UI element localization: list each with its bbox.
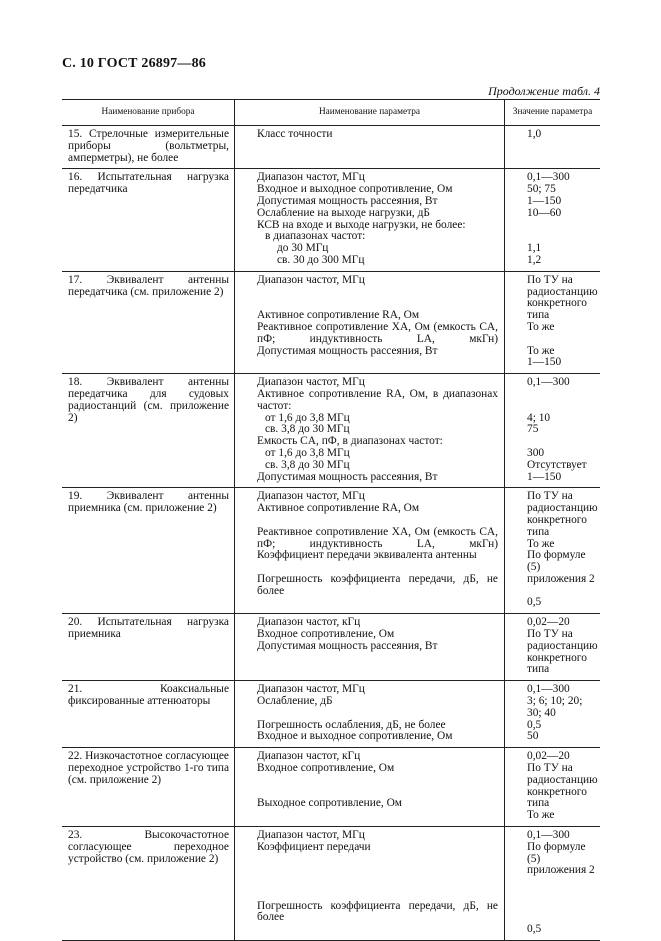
parameter: Допустимая мощность рассеяния, Вт — [257, 344, 438, 357]
parameter: Диапазон частот, МГц — [257, 683, 365, 696]
parameter-list — [234, 614, 504, 680]
parameter: Допустимая мощность рассеяния, Вт — [257, 470, 438, 483]
parameter: Ослабление, дБ — [257, 695, 333, 708]
value: То же — [527, 809, 555, 822]
table-row — [62, 374, 600, 488]
table-row — [62, 614, 600, 681]
parameter-list — [234, 827, 504, 940]
table-row — [62, 681, 600, 748]
value-list — [504, 272, 600, 373]
table-row — [62, 272, 600, 374]
table-row — [62, 488, 600, 614]
value: 50 — [527, 730, 539, 743]
parameter: от 1,6 до 3,8 МГц — [265, 446, 350, 459]
parameter: Входное сопротивление, Ом — [257, 762, 395, 775]
parameter: Диапазон частот, МГц — [257, 376, 365, 389]
parameter: Входное сопротивление, Ом — [257, 628, 395, 641]
parameter: Выходное сопротивление, Ом — [257, 797, 403, 810]
parameter-list — [234, 488, 504, 613]
value: По ТУ на радиостанцию конкретного типа — [527, 490, 598, 538]
parameter: Диапазон частот, МГц — [257, 490, 365, 503]
table-continuation-label: Продолжение табл. 4 — [488, 84, 600, 98]
value: 0,5 — [527, 596, 542, 609]
value: 1—150 — [527, 356, 562, 369]
parameter: Активное сопротивление RA, Ом — [257, 502, 420, 515]
device-name: 20. Испытательная нагрузка приемника — [68, 616, 229, 641]
value-list — [504, 827, 600, 940]
parameter: св. 3,8 до 30 МГц — [265, 458, 350, 471]
parameters-table — [62, 99, 600, 941]
value: 1,2 — [527, 253, 542, 266]
parameter: Коэффициент передачи — [257, 840, 371, 853]
parameter: до 30 МГц — [277, 242, 329, 255]
parameter: Реактивное сопротивление XA, Ом (емкость CA, пФ; индуктивность LA, мкГн) — [257, 525, 498, 550]
value-list — [504, 748, 600, 826]
value-list — [504, 488, 600, 613]
parameter-list — [234, 374, 504, 487]
value: 1,0 — [527, 128, 542, 140]
parameter: Коэффициент передачи эквивалента антенны — [257, 549, 477, 562]
parameter: Диапазон частот, кГц — [257, 750, 361, 763]
value: 0,1—300 — [527, 829, 570, 842]
parameter: КСВ на входе и выходе нагрузки, не более: — [257, 218, 466, 231]
value: Отсутствует — [527, 458, 587, 471]
value-list — [504, 126, 600, 168]
column-header-parameter: Наименование параметра — [234, 100, 504, 125]
device-name: 22. Низкочастотное согласующее переходное устройство 1-го типа (см. приложение 2) — [68, 750, 229, 786]
parameter: Активное сопротивление RA, Ом, в диапазонах частот: — [257, 387, 498, 412]
parameter: Погрешность коэффициента передачи, дБ, не более — [257, 899, 498, 924]
parameter: Ослабление на выходе нагрузки, дБ — [257, 206, 430, 219]
value: 0,5 — [527, 718, 542, 731]
device-name: 15. Стрелочные измерительные приборы (вольтметры, амперметры), не более — [68, 128, 229, 164]
value: То же — [527, 537, 555, 550]
parameter: Входное и выходное сопротивление, Ом — [257, 730, 453, 743]
value: По ТУ на радиостанцию конкретного типа — [527, 273, 598, 322]
device-name: 17. Эквивалент антенны передатчика (см. приложение 2) — [68, 273, 229, 298]
value-list — [504, 614, 600, 680]
parameter: Реактивное сопротивление XA, Ом (емкость CA, пФ; индуктивность LA, мкГн) — [257, 320, 498, 345]
parameter: Активное сопротивление RA, Ом — [257, 309, 420, 322]
value-list — [504, 169, 600, 270]
parameter: Диапазон частот, МГц — [257, 171, 365, 184]
parameter: в диапазонах частот: — [265, 230, 366, 243]
value: 0,1—300 — [527, 683, 570, 696]
parameter: Диапазон частот, МГц — [257, 273, 365, 286]
parameter: Диапазон частот, МГц — [257, 829, 365, 842]
value: По ТУ на радиостанцию конкретного типа — [527, 628, 598, 676]
device-name: 21. Коаксиальные фиксированные аттенюаторы — [68, 683, 229, 708]
page-header: С. 10 ГОСТ 26897—86 — [62, 56, 206, 71]
value: 75 — [527, 423, 539, 436]
value-list — [504, 374, 600, 487]
parameter-list — [234, 748, 504, 826]
parameter: Класс точности — [257, 128, 333, 140]
parameter-list — [234, 681, 504, 747]
device-name: 19. Эквивалент антенны приемника (см. приложение 2) — [68, 490, 229, 515]
parameter: Входное и выходное сопротивление, Ом — [257, 183, 453, 196]
parameter: Допустимая мощность рассеяния, Вт — [257, 194, 438, 207]
parameter: Допустимая мощность рассеяния, Вт — [257, 639, 438, 652]
value: 0,02—20 — [527, 616, 570, 629]
parameter: от 1,6 до 3,8 МГц — [265, 411, 350, 424]
value: 0,1—300 — [527, 376, 570, 389]
value: 0,1—300 — [527, 171, 570, 184]
parameter: св. 3,8 до 30 МГц — [265, 423, 350, 436]
device-name: 16. Испытательная нагрузка передатчика — [68, 171, 229, 196]
value: 300 — [527, 446, 545, 459]
value: 50; 75 — [527, 183, 556, 196]
value: 1—150 — [527, 470, 562, 483]
parameter-list — [234, 169, 504, 270]
value: 10—60 — [527, 206, 562, 219]
parameter: св. 30 до 300 МГц — [277, 253, 365, 266]
table-row — [62, 169, 600, 271]
parameter-list — [234, 126, 504, 168]
device-name: 18. Эквивалент антенны передатчика для судовых радиостанций (см. приложение 2) — [68, 376, 229, 424]
parameter: Погрешность коэффициента передачи, дБ, не более — [257, 572, 498, 597]
value: То же — [527, 344, 555, 357]
value: 0,02—20 — [527, 750, 570, 763]
value: 1—150 — [527, 194, 562, 207]
table-row — [62, 748, 600, 827]
value: По формуле (5) приложения 2 — [527, 840, 595, 877]
value: 0,5 — [527, 923, 542, 936]
table-header — [62, 100, 600, 126]
value: То же — [527, 320, 555, 333]
parameter: Погрешность ослабления, дБ, не более — [257, 718, 446, 731]
value: По ТУ на радиостанцию конкретного типа — [527, 762, 598, 810]
parameter: Емкость CA, пФ, в диапазонах частот: — [257, 435, 443, 448]
column-header-device: Наименование прибора — [101, 106, 195, 117]
parameter: Диапазон частот, кГц — [257, 616, 361, 629]
value: 1,1 — [527, 242, 542, 255]
table-row — [62, 126, 600, 169]
parameter-list — [234, 272, 504, 373]
table-row — [62, 827, 600, 941]
value-list — [504, 681, 600, 747]
value: 4; 10 — [527, 411, 551, 424]
value: 3; 6; 10; 20; 30; 40 — [527, 695, 583, 719]
column-header-value: Значение параметра — [504, 100, 600, 125]
device-name: 23. Высокочастотное согласующее переходное устройство (см. приложение 2) — [68, 829, 229, 865]
value: По формуле (5) приложения 2 — [527, 549, 595, 585]
